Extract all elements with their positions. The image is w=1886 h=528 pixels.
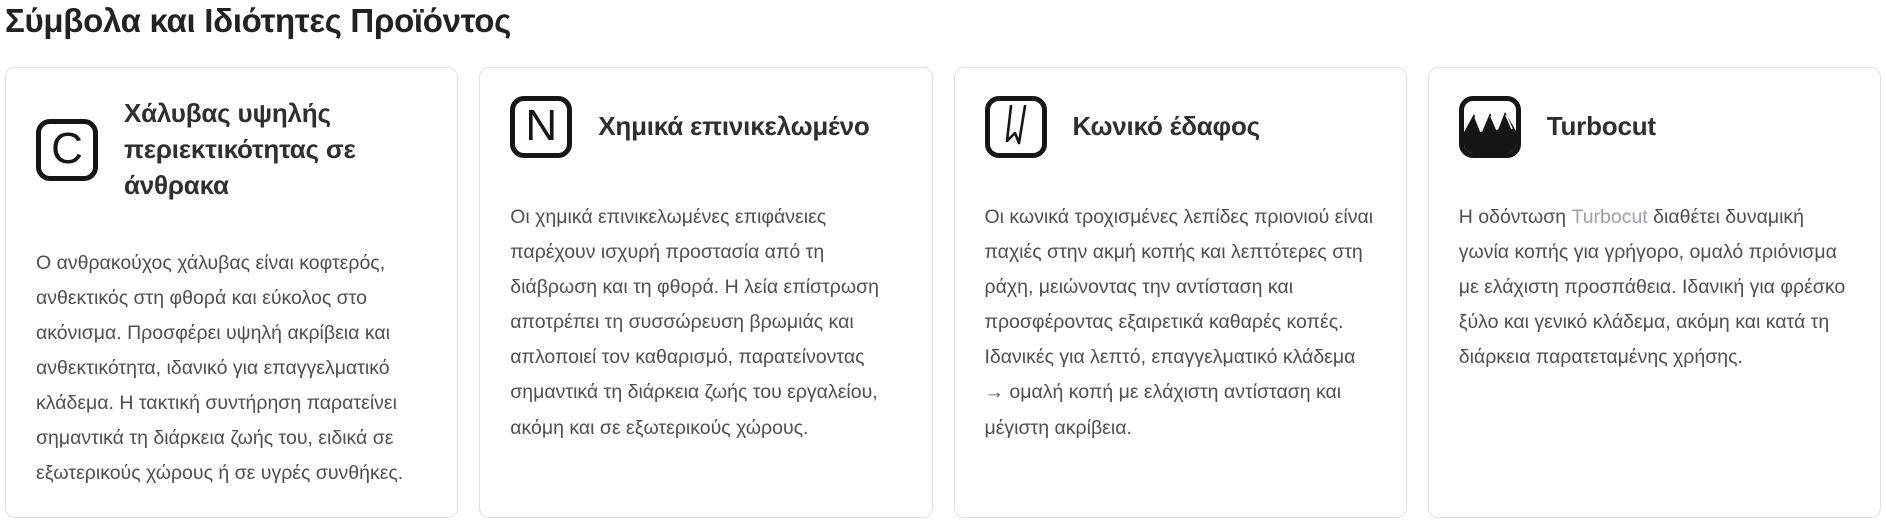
- taper-ground-blade-icon: [985, 96, 1047, 158]
- description-prefix: Η οδόντωση: [1458, 205, 1572, 228]
- page-title: Σύμβολα και Ιδιότητες Προϊόντος: [5, 2, 511, 39]
- nickel-plated-icon: [510, 96, 572, 158]
- card-description: Ο ανθρακούχος χάλυβας είναι κοφτερός, ανθεκτικός στη φθορά και εύκολος στο ακόνισμα. Προσφέρει υψηλή ακρίβεια και ανθεκτικότητα, ιδανικό για επαγγελματικό κλάδεμα. Η τακτική συντήρηση παρατείνει σημαντικά τη διάρκεια ζωής του, ειδικά σε εξωτερικούς χώρους ή σε υγρές συνθήκες.: [36, 251, 404, 485]
- card-header: [36, 96, 427, 204]
- property-card-turbocut: [1428, 67, 1881, 518]
- card-title: Χημικά επινικελωμένο: [598, 111, 870, 141]
- property-card-carbon-steel: [5, 67, 458, 518]
- card-description: [1459, 200, 1850, 375]
- property-card-taper-ground: [954, 67, 1407, 518]
- card-header: [985, 96, 1376, 158]
- card-header: [1459, 96, 1850, 158]
- card-header: [510, 96, 901, 158]
- property-card-nickel-plated: [479, 67, 932, 518]
- description-suffix: διαθέτει δυναμική γωνία κοπής για γρήγορο, ομαλό πριόνισμα με ελάχιστη προσπάθεια. Ιδανική για φρέσκο ξύλο και γενικό κλάδεμα, ακόμη και κατά τη διάρκεια παρατεταμένης χρήσης.: [1458, 205, 1846, 369]
- card-title: Κωνικό έδαφος: [1072, 111, 1260, 141]
- card-description: Οι κωνικά τροχισμένες λεπίδες πριονιού είναι παχιές στην ακμή κοπής και λεπτότερες στη ράχη, μειώνοντας την αντίσταση και προσφέροντας εξαιρετικά καθαρές κοπές. Ιδανικές για λεπτό, επαγγελματικό κλάδεμα → ομαλή κοπή με ελάχιστη αντίσταση και μέγιστη ακρίβεια.: [984, 205, 1374, 439]
- carbon-letter-glyph: C: [51, 123, 83, 173]
- carbon-steel-icon: [36, 119, 98, 181]
- card-description: Οι χημικά επινικελωμένες επιφάνειες παρέχουν ισχυρή προστασία από τη διάβρωση και τη φθορά. Η λεία επίστρωση αποτρέπει τη συσσώρευση βρωμιάς και απλοποιεί τον καθαρισμό, παρατείνοντας σημαντικά τη διάρκεια ζωής του εργαλείου, ακόμη και σε εξωτερικούς χώρους.: [510, 205, 879, 439]
- product-properties-grid: [5, 67, 1881, 518]
- nickel-letter-glyph: N: [525, 100, 558, 150]
- turbocut-term-link[interactable]: Turbocut: [1571, 205, 1648, 228]
- turbocut-teeth-icon: [1459, 96, 1521, 158]
- card-title: Χάλυβας υψηλής περιεκτικότητας σε άνθρακα: [124, 97, 356, 200]
- card-title: Turbocut: [1546, 111, 1656, 141]
